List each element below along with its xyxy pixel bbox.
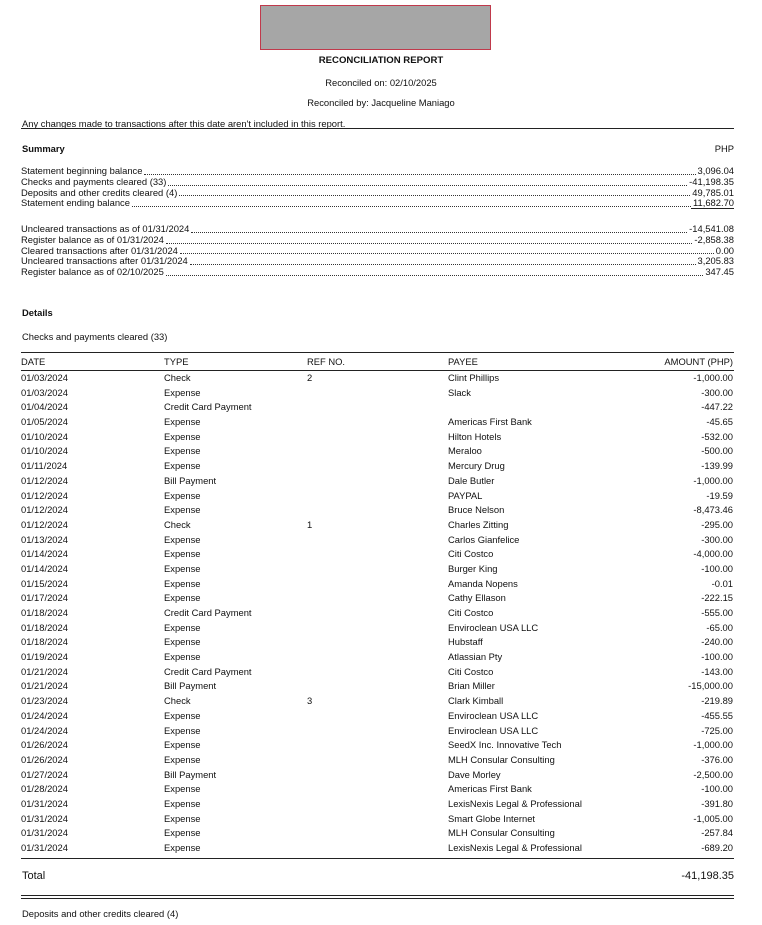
cell-amount: -500.00 — [701, 445, 733, 457]
cell-date: 01/05/2024 — [21, 416, 68, 428]
cell-payee: Burger King — [448, 562, 498, 574]
cell-amount: -1,000.00 — [693, 739, 733, 751]
divider — [21, 128, 734, 129]
cell-type: Expense — [164, 592, 201, 604]
table-row — [21, 444, 734, 459]
cell-date: 01/31/2024 — [21, 812, 68, 824]
cell-payee: SeedX Inc. Innovative Tech — [448, 739, 562, 751]
dot-leader — [191, 224, 687, 233]
dot-leader — [166, 235, 693, 244]
table-row — [21, 782, 734, 797]
cell-type: Expense — [164, 430, 201, 442]
table-row — [21, 503, 734, 518]
table-row — [21, 533, 734, 548]
cell-payee: Meraloo — [448, 445, 482, 457]
cell-date: 01/13/2024 — [21, 533, 68, 545]
cell-payee: Clark Kimball — [448, 695, 504, 707]
cell-payee: Slack — [448, 386, 471, 398]
cell-date: 01/17/2024 — [21, 592, 68, 604]
cell-amount: -257.84 — [701, 827, 733, 839]
currency-label: PHP — [714, 143, 734, 154]
cell-payee: Dale Butler — [448, 474, 495, 486]
cell-date: 01/10/2024 — [21, 445, 68, 457]
cell-amount: -532.00 — [701, 430, 733, 442]
cell-payee: LexisNexis Legal & Professional — [448, 797, 582, 809]
cell-type: Bill Payment — [164, 474, 217, 486]
cell-type: Expense — [164, 445, 201, 457]
cell-payee: Enviroclean USA LLC — [448, 709, 539, 721]
table-row — [21, 371, 734, 386]
col-type: TYPE — [164, 356, 189, 367]
cell-payee: Brian Miller — [448, 680, 495, 692]
cell-date: 01/03/2024 — [21, 386, 68, 398]
cell-amount: -1,000.00 — [693, 372, 733, 383]
summary-line — [21, 235, 734, 246]
summary-line-label: Uncleared transactions as of 01/31/2024 — [21, 223, 190, 234]
reconciled-on: Reconciled on: 02/10/2025 — [325, 77, 437, 88]
cell-payee: Atlassian Pty — [448, 651, 503, 663]
cell-type: Credit Card Payment — [164, 401, 252, 413]
cell-date: 01/31/2024 — [21, 842, 68, 853]
cell-date: 01/27/2024 — [21, 768, 68, 780]
cell-type: Expense — [164, 533, 201, 545]
col-date: DATE — [21, 356, 46, 367]
cell-amount: -45.65 — [706, 416, 733, 428]
cell-amount: -8,473.46 — [693, 504, 733, 516]
cell-type: Expense — [164, 783, 201, 795]
cell-amount: -100.00 — [701, 562, 733, 574]
details-heading: Details — [22, 307, 53, 318]
cell-payee: MLH Consular Consulting — [448, 827, 555, 839]
cell-type: Expense — [164, 797, 201, 809]
summary-group-1 — [21, 166, 734, 209]
col-ref: REF NO. — [307, 356, 346, 367]
table-row — [21, 518, 734, 533]
cell-type: Check — [164, 695, 191, 707]
cell-amount: -222.15 — [701, 592, 733, 604]
cell-payee: Cathy Ellason — [448, 592, 506, 604]
cell-payee: Americas First Bank — [448, 416, 532, 428]
cell-amount: -4,000.00 — [693, 548, 733, 560]
cell-amount: -455.55 — [701, 709, 733, 721]
dot-leader — [132, 198, 691, 207]
summary-line-value: -2,858.38 — [694, 233, 734, 245]
summary-line-label: Statement ending balance — [21, 197, 130, 209]
cell-type: Expense — [164, 416, 201, 428]
cell-payee: Enviroclean USA LLC — [448, 621, 539, 633]
cell-payee: Amanda Nopens — [448, 577, 518, 589]
cell-amount: -300.00 — [701, 386, 733, 398]
cell-amount: -295.00 — [701, 518, 733, 530]
cell-amount: -240.00 — [701, 636, 733, 648]
cell-type: Expense — [164, 460, 201, 472]
cell-payee: Bruce Nelson — [448, 504, 505, 516]
col-payee: PAYEE — [448, 356, 478, 367]
summary-line-value: 3,205.83 — [697, 255, 734, 267]
cell-payee: Mercury Drug — [448, 460, 505, 472]
summary-line-value: -14,541.08 — [689, 223, 734, 234]
cell-type: Bill Payment — [164, 680, 217, 692]
table-row — [21, 547, 734, 562]
summary-group-2 — [21, 224, 734, 278]
total-label: Total — [22, 870, 46, 882]
cell-date: 01/23/2024 — [21, 695, 68, 707]
cell-date: 01/04/2024 — [21, 401, 68, 413]
total-value: -41,198.35 — [681, 870, 734, 882]
cell-payee: Carlos Gianfelice — [448, 533, 520, 545]
cell-type: Expense — [164, 386, 201, 398]
summary-line-label: Uncleared transactions after 01/31/2024 — [21, 255, 188, 267]
summary-line-label: Register balance as of 01/31/2024 — [21, 233, 164, 245]
summary-line-value: 0.00 — [715, 244, 734, 256]
table-row — [21, 459, 734, 474]
cell-date: 01/19/2024 — [21, 651, 68, 663]
summary-line-value: 3,096.04 — [697, 165, 734, 176]
cell-amount: -100.00 — [701, 651, 733, 663]
cell-date: 01/18/2024 — [21, 607, 68, 618]
cell-amount: -376.00 — [701, 753, 733, 765]
cell-payee: Clint Phillips — [448, 372, 500, 383]
summary-line — [21, 177, 734, 188]
table-row — [21, 577, 734, 592]
cell-amount: -689.20 — [701, 842, 733, 853]
cell-ref: 1 — [307, 518, 313, 530]
cell-type: Expense — [164, 709, 201, 721]
summary-line-value: -41,198.35 — [689, 175, 734, 187]
redacted-company-name — [260, 5, 491, 50]
cell-date: 01/31/2024 — [21, 827, 68, 839]
cell-amount: -0.01 — [711, 577, 733, 589]
cell-amount: -300.00 — [701, 533, 733, 545]
cell-date: 01/15/2024 — [21, 577, 68, 589]
cell-type: Check — [164, 372, 191, 383]
cell-type: Expense — [164, 577, 201, 589]
summary-line — [21, 267, 734, 278]
cell-date: 01/24/2024 — [21, 709, 68, 721]
table-row — [21, 768, 734, 783]
cell-date: 01/21/2024 — [21, 665, 68, 677]
cell-payee: Citi Costco — [448, 607, 494, 618]
cell-date: 01/10/2024 — [21, 430, 68, 442]
cell-date: 01/18/2024 — [21, 621, 68, 633]
table-row — [21, 841, 734, 856]
table-row — [21, 489, 734, 504]
table-row — [21, 430, 734, 445]
table-row — [21, 606, 734, 621]
table-row — [21, 826, 734, 841]
cell-type: Expense — [164, 651, 201, 663]
cell-payee: PAYPAL — [448, 489, 483, 501]
cell-type: Bill Payment — [164, 768, 217, 780]
report-title: RECONCILIATION REPORT — [318, 55, 444, 66]
cell-amount: -143.00 — [701, 665, 733, 677]
next-section-title: Deposits and other credits cleared (4) — [22, 908, 179, 919]
cell-type: Expense — [164, 489, 201, 501]
cell-date: 01/11/2024 — [21, 460, 68, 472]
cell-date: 01/26/2024 — [21, 739, 68, 751]
cell-type: Credit Card Payment — [164, 607, 252, 618]
section-title: Checks and payments cleared (33) — [22, 331, 168, 342]
cell-payee: Hubstaff — [448, 636, 483, 648]
transactions-table — [21, 371, 734, 856]
table-row — [21, 635, 734, 650]
cell-amount: -100.00 — [701, 783, 733, 795]
dot-leader — [179, 188, 690, 197]
table-row — [21, 562, 734, 577]
table-row — [21, 694, 734, 709]
table-row — [21, 474, 734, 489]
summary-line-label: Cleared transactions after 01/31/2024 — [21, 244, 178, 256]
cell-type: Expense — [164, 827, 201, 839]
dot-leader — [168, 177, 687, 186]
cell-payee: MLH Consular Consulting — [448, 753, 555, 765]
table-row — [21, 650, 734, 665]
dot-leader — [166, 267, 704, 276]
table-row — [21, 386, 734, 401]
cell-payee: Enviroclean USA LLC — [448, 724, 539, 736]
cell-type: Expense — [164, 504, 201, 516]
cell-type: Expense — [164, 753, 201, 765]
cell-payee: Americas First Bank — [448, 783, 532, 795]
cell-ref: 2 — [307, 372, 313, 383]
col-amount: AMOUNT (PHP) — [664, 356, 733, 367]
cell-date: 01/21/2024 — [21, 680, 68, 692]
summary-line-value: 11,682.70 — [692, 197, 734, 209]
cell-payee: Smart Globe Internet — [448, 812, 536, 824]
cell-ref: 3 — [307, 695, 313, 707]
dot-leader — [144, 166, 695, 175]
cell-date: 01/24/2024 — [21, 724, 68, 736]
cell-amount: -15,000.00 — [688, 680, 733, 692]
cell-amount: -391.80 — [701, 797, 733, 809]
cell-type: Expense — [164, 812, 201, 824]
table-row — [21, 753, 734, 768]
summary-line-label: Statement beginning balance — [21, 165, 143, 176]
cell-date: 01/31/2024 — [21, 797, 68, 809]
cell-amount: -725.00 — [701, 724, 733, 736]
summary-line-label: Checks and payments cleared (33) — [21, 175, 167, 187]
cell-date: 01/12/2024 — [21, 474, 68, 486]
cell-amount: -19.59 — [706, 489, 733, 501]
reconciled-by: Reconciled by: Jacqueline Maniago — [307, 97, 455, 108]
summary-line-label: Register balance as of 02/10/2025 — [21, 266, 164, 278]
summary-line-value: 347.45 — [705, 266, 734, 278]
cell-amount: -2,500.00 — [693, 768, 733, 780]
table-row — [21, 724, 734, 739]
cell-payee: Charles Zitting — [448, 518, 509, 530]
cell-amount: -139.99 — [701, 460, 733, 472]
cell-amount: -447.22 — [701, 401, 733, 413]
table-row — [21, 738, 734, 753]
cell-payee: Citi Costco — [448, 548, 494, 560]
dot-leader — [180, 246, 714, 255]
cell-date: 01/28/2024 — [21, 783, 68, 795]
cell-date: 01/14/2024 — [21, 548, 68, 560]
table-row — [21, 812, 734, 827]
cell-date: 01/12/2024 — [21, 518, 68, 530]
summary-line-value: 49,785.01 — [692, 186, 734, 198]
table-row — [21, 400, 734, 415]
cell-date: 01/26/2024 — [21, 753, 68, 765]
table-row — [21, 797, 734, 812]
cell-date: 01/14/2024 — [21, 562, 68, 574]
dot-leader — [190, 256, 696, 265]
table-row — [21, 415, 734, 430]
table-row — [21, 679, 734, 694]
cell-amount: -1,005.00 — [693, 812, 733, 824]
cell-type: Expense — [164, 562, 201, 574]
cell-type: Expense — [164, 724, 201, 736]
cell-date: 01/12/2024 — [21, 504, 68, 516]
summary-line — [21, 198, 734, 209]
cell-date: 01/18/2024 — [21, 636, 68, 648]
cell-type: Expense — [164, 548, 201, 560]
cell-type: Expense — [164, 739, 201, 751]
double-rule — [21, 898, 734, 899]
cell-payee: LexisNexis Legal & Professional — [448, 842, 582, 853]
cell-type: Credit Card Payment — [164, 665, 252, 677]
total-divider — [21, 858, 734, 859]
table-header — [21, 352, 734, 371]
cell-type: Check — [164, 518, 191, 530]
double-rule — [21, 895, 734, 896]
cell-amount: -219.89 — [701, 695, 733, 707]
summary-line-label: Deposits and other credits cleared (4) — [21, 186, 178, 198]
cell-amount: -65.00 — [706, 621, 733, 633]
cell-payee: Dave Morley — [448, 768, 501, 780]
cell-date: 01/12/2024 — [21, 489, 68, 501]
cell-amount: -1,000.00 — [693, 474, 733, 486]
changes-notice: Any changes made to transactions after this date aren't included in this report. — [22, 118, 346, 129]
table-row — [21, 621, 734, 636]
cell-payee: Citi Costco — [448, 665, 494, 677]
cell-type: Expense — [164, 621, 201, 633]
table-row — [21, 665, 734, 680]
table-row — [21, 709, 734, 724]
cell-type: Expense — [164, 636, 201, 648]
table-row — [21, 591, 734, 606]
summary-heading: Summary — [22, 143, 65, 154]
cell-amount: -555.00 — [701, 607, 733, 618]
cell-type: Expense — [164, 842, 201, 853]
cell-payee: Hilton Hotels — [448, 430, 502, 442]
cell-date: 01/03/2024 — [21, 372, 68, 383]
